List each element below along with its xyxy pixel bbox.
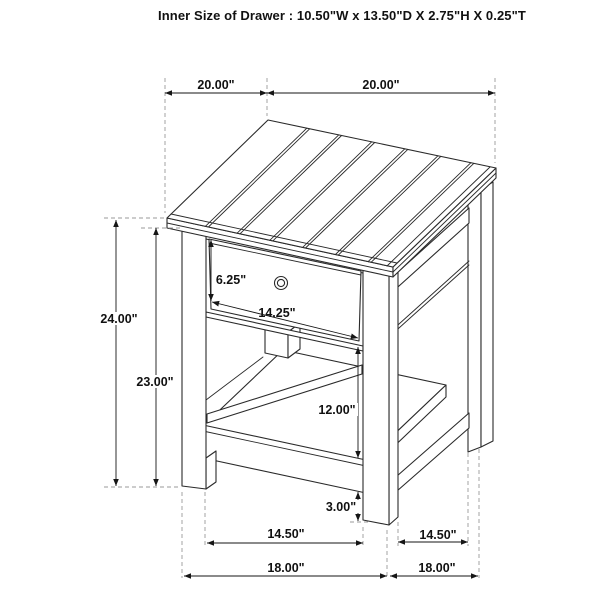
dim-label-top-depth: 20.00" bbox=[197, 78, 235, 92]
dim-label-base-side-inner: 14.50" bbox=[419, 528, 457, 542]
dim-label-shelf-clearance: 12.00" bbox=[318, 403, 356, 417]
drawer-knob-inner bbox=[277, 279, 284, 286]
dim-label-foot-height: 3.00" bbox=[325, 500, 357, 514]
front-right-leg-side bbox=[389, 266, 398, 525]
dim-label-top-width: 20.00" bbox=[362, 78, 400, 92]
dim-label-drawer-height: 6.25" bbox=[215, 273, 247, 287]
table-figure bbox=[167, 120, 496, 525]
dim-label-base-front-inner: 14.50" bbox=[267, 527, 305, 541]
dim-label-drawer-width: 14.25" bbox=[258, 306, 296, 320]
dim-label-height-total: 24.00" bbox=[100, 312, 138, 326]
dim-label-height-base: 23.00" bbox=[136, 375, 174, 389]
dim-label-base-side-outer: 18.00" bbox=[418, 561, 456, 575]
left-front-leg-foot-side bbox=[206, 451, 216, 489]
diagram-title: Inner Size of Drawer : 10.50"W x 13.50"D X 2.75"H X 0.25"T bbox=[158, 8, 526, 23]
left-front-leg bbox=[182, 231, 206, 489]
back-right-leg-side bbox=[481, 182, 493, 447]
front-right-leg bbox=[363, 269, 389, 525]
back-right-leg bbox=[468, 189, 481, 452]
dim-label-base-front-outer: 18.00" bbox=[267, 561, 305, 575]
